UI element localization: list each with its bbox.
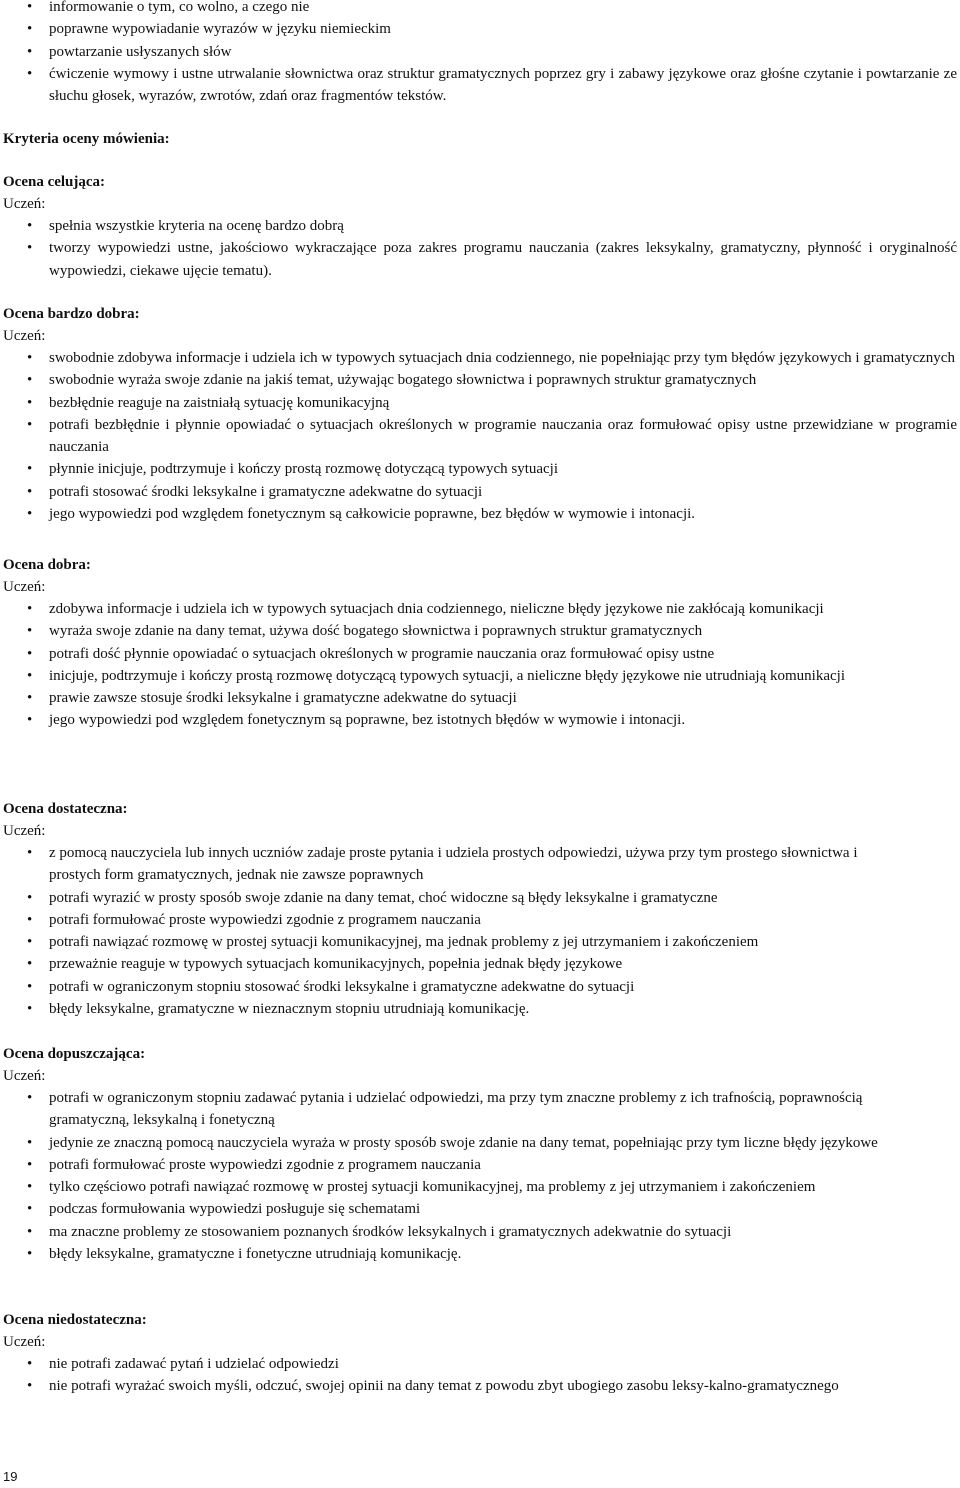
list-item: • potrafi w ograniczonym stopniu stosować środki leksykalne i gramatyczne adekwatne do sytuacji: [0, 976, 960, 998]
list-item: • potrafi stosować środki leksykalne i gramatyczne adekwatne do sytuacji: [0, 481, 960, 503]
list-item: • potrafi nawiązać rozmowę w prostej sytuacji komunikacyjnej, ma jednak problemy z jej utrzymaniem i zakończeniem: [0, 931, 960, 953]
list-item: • bezbłędnie reaguje na zaistniałą sytuację komunikacyjną: [0, 392, 960, 414]
list-item: • potrafi wyrazić w prosty sposób swoje zdanie na dany temat, choć widoczne są błędy leksykalne i gramatyczne: [0, 887, 960, 909]
list-item: • swobodnie zdobywa informacje i udziela ich w typowych sytuacjach dnia codziennego, nie popełniając przy tym błędów językowych i gramatycznych: [0, 347, 960, 369]
grade-list-dostateczna: [0, 842, 960, 1020]
list-item: • przeważnie reaguje w typowych sytuacjach komunikacyjnych, popełnia jednak błędy językowe: [0, 953, 960, 975]
grade-list-dobra: [0, 598, 960, 732]
list-item: • błędy leksykalne, gramatyczne i fonetyczne utrudniają komunikację.: [0, 1243, 960, 1265]
list-item: • potrafi w ograniczonym stopniu zadawać pytania i udzielać odpowiedzi, ma przy tym znaczne problemy z ich trafnością, poprawnością gramatyczną, leksykalną i fonetyczną: [0, 1087, 960, 1132]
list-item: • potrafi bezbłędnie i płynnie opowiadać o sytuacjach określonych w programie nauczania oraz formułować opisy ustne przewidziane w programie nauczania: [0, 414, 960, 459]
list-item: • tylko częściowo potrafi nawiązać rozmowę w prostej sytuacji komunikacyjnej, ma problemy z jej utrzymaniem i zakończeniem: [0, 1176, 960, 1198]
list-item: • płynnie inicjuje, podtrzymuje i kończy prostą rozmowę dotyczącą typowych sytuacji: [0, 458, 960, 480]
list-item: • z pomocą nauczyciela lub innych uczniów zadaje proste pytania i udziela prostych odpowiedzi, używa przy tym prostego słownictwa i prostych form gramatycznych, jednak nie zawsze poprawnych: [0, 842, 960, 887]
list-item: • spełnia wszystkie kryteria na ocenę bardzo dobrą: [0, 215, 960, 237]
list-item: • swobodnie wyraża swoje zdanie na jakiś temat, używając bogatego słownictwa i poprawnych struktur gramatycznych: [0, 369, 960, 391]
list-item: • jedynie ze znaczną pomocą nauczyciela wyraża w prosty sposób swoje zdanie na dany temat, popełniając przy tym liczne błędy językowe: [0, 1132, 960, 1154]
page-number: 19: [3, 1469, 18, 1484]
grade-list-dopuszczajaca: [0, 1087, 960, 1265]
grade-heading-bardzo-dobra: Ocena bardzo dobra:: [3, 306, 140, 322]
list-item: • prawie zawsze stosuje środki leksykalne i gramatyczne adekwatne do sytuacji: [0, 687, 960, 709]
student-label: Uczeń:: [3, 823, 46, 839]
list-item: • tworzy wypowiedzi ustne, jakościowo wykraczające poza zakres programu nauczania (zakres leksykalny, gramatyczny, płynność i oryginalność wypowiedzi, ciekawe ujęcie tematu).: [0, 237, 960, 282]
student-label: Uczeń:: [3, 1068, 46, 1084]
list-item: • potrafi formułować proste wypowiedzi zgodnie z programem nauczania: [0, 1154, 960, 1176]
grade-list-bardzo-dobra: [0, 347, 960, 525]
grade-heading-niedostateczna: Ocena niedostateczna:: [3, 1312, 147, 1328]
list-item: • inicjuje, podtrzymuje i kończy prostą rozmowę dotyczącą typowych sytuacji, a nieliczne błędy językowe nie utrudniają komunikacji: [0, 665, 960, 687]
grade-heading-celujaca: Ocena celująca:: [3, 174, 106, 190]
section-title: Kryteria oceny mówienia:: [3, 131, 170, 147]
student-label: Uczeń:: [3, 328, 46, 344]
list-item: • potrafi dość płynnie opowiadać o sytuacjach określonych w programie nauczania oraz formułować opisy ustne: [0, 643, 960, 665]
student-label: Uczeń:: [3, 579, 46, 595]
list-item: • wyraża swoje zdanie na dany temat, używa dość bogatego słownictwa i poprawnych struktur gramatycznych: [0, 620, 960, 642]
grade-heading-dopuszczajaca: Ocena dopuszczająca:: [3, 1046, 146, 1062]
list-item: • nie potrafi wyrażać swoich myśli, odczuć, swojej opinii na dany temat z powodu zbyt ubogiego zasobu leksy-kalno-gramatycznego: [0, 1375, 960, 1397]
list-item: • podczas formułowania wypowiedzi posługuje się schematami: [0, 1198, 960, 1220]
list-item: • błędy leksykalne, gramatyczne w nieznacznym stopniu utrudniają komunikację.: [0, 998, 960, 1020]
list-item: • powtarzanie usłyszanych słów: [0, 41, 960, 63]
grade-heading-dostateczna: Ocena dostateczna:: [3, 801, 128, 817]
intro-list: [0, 0, 960, 107]
list-item: • jego wypowiedzi pod względem fonetycznym są całkowicie poprawne, bez błędów w wymowie i intonacji.: [0, 503, 960, 525]
list-item: • zdobywa informacje i udziela ich w typowych sytuacjach dnia codziennego, nieliczne błędy językowe nie zakłócają komunikacji: [0, 598, 960, 620]
list-item: • poprawne wypowiadanie wyrazów w języku niemieckim: [0, 18, 960, 40]
list-item: • nie potrafi zadawać pytań i udzielać odpowiedzi: [0, 1353, 960, 1375]
list-item: • jego wypowiedzi pod względem fonetycznym są poprawne, bez istotnych błędów w wymowie i intonacji.: [0, 709, 960, 731]
list-item: • ćwiczenie wymowy i ustne utrwalanie słownictwa oraz struktur gramatycznych poprzez gry i zabawy językowe oraz głośne czytanie i powtarzanie ze słuchu głosek, wyrazów, zwrotów, zdań oraz fragmentów tekstów.: [0, 63, 960, 108]
grade-list-celujaca: [0, 215, 960, 282]
grade-list-niedostateczna: [0, 1353, 960, 1398]
student-label: Uczeń:: [3, 1334, 46, 1350]
list-item: • potrafi formułować proste wypowiedzi zgodnie z programem nauczania: [0, 909, 960, 931]
student-label: Uczeń:: [3, 196, 46, 212]
grade-heading-dobra: Ocena dobra:: [3, 557, 91, 573]
list-item: • ma znaczne problemy ze stosowaniem poznanych środków leksykalnych i gramatycznych adekwatnie do sytuacji: [0, 1221, 960, 1243]
list-item: • informowanie o tym, co wolno, a czego nie: [0, 0, 960, 18]
